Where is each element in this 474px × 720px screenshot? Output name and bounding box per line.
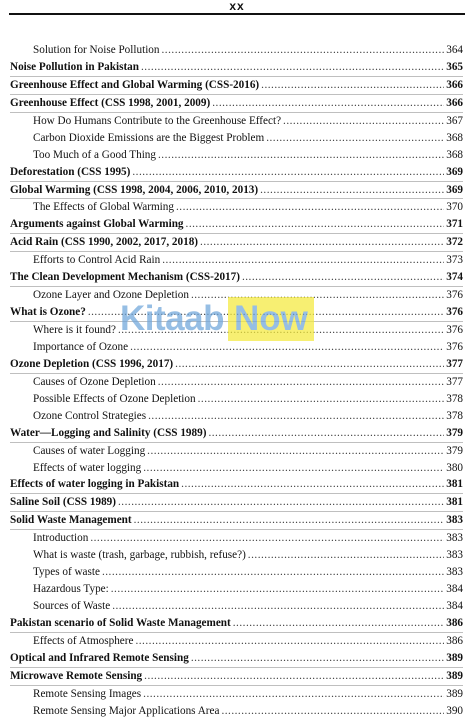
- toc-entry-title: Noise Pollution in Pakistan: [10, 60, 139, 73]
- toc-entry-page-number: 371: [446, 218, 463, 231]
- dot-leader: [181, 476, 444, 493]
- toc-subentry[interactable]: [10, 686, 463, 703]
- toc-heading-entry[interactable]: [10, 476, 463, 494]
- toc-entry-title: Where is it found?: [33, 324, 116, 336]
- toc-entry-title: Effects of water logging in Pakistan: [10, 478, 180, 491]
- table-of-contents: [10, 42, 463, 720]
- toc-subentry[interactable]: [10, 633, 463, 650]
- toc-subentry[interactable]: [10, 322, 463, 339]
- dot-leader: [200, 234, 444, 251]
- toc-entry-title: Hazardous Type:: [33, 583, 109, 596]
- toc-entry-page-number: 384: [446, 583, 463, 596]
- toc-entry-page-number: 383: [446, 566, 463, 579]
- dot-leader: [90, 530, 444, 547]
- toc-heading-entry[interactable]: [10, 512, 463, 530]
- toc-subentry[interactable]: [10, 460, 463, 477]
- dot-leader: [283, 113, 444, 130]
- toc-entry-page-number: 376: [446, 289, 463, 302]
- toc-entry-title: Possible Effects of Ozone Depletion: [33, 392, 196, 405]
- toc-entry-title: What is waste (trash, garbage, rubbish, refuse?): [33, 549, 246, 562]
- dot-leader: [233, 615, 444, 632]
- toc-heading-entry[interactable]: [10, 182, 463, 200]
- dot-leader: [134, 512, 445, 529]
- toc-heading-entry[interactable]: [10, 615, 463, 633]
- toc-heading-entry[interactable]: [10, 234, 463, 252]
- dot-leader: [158, 374, 445, 391]
- toc-subentry[interactable]: [10, 530, 463, 547]
- toc-heading-entry[interactable]: [10, 95, 463, 113]
- toc-entry-page-number: 378: [446, 392, 463, 405]
- dot-leader: [198, 391, 445, 408]
- watermark-left-text: Kitaab: [120, 299, 224, 338]
- toc-subentry[interactable]: [10, 598, 463, 615]
- toc-entry-page-number: 369: [446, 183, 463, 196]
- dot-leader: [118, 494, 444, 511]
- toc-heading-entry[interactable]: [10, 216, 463, 234]
- toc-entry-title: Causes of Ozone Depletion: [33, 375, 156, 388]
- toc-entry-title: Ozone Depletion (CSS 1996, 2017): [10, 357, 174, 370]
- dot-leader: [186, 216, 445, 233]
- toc-entry-page-number: 374: [446, 271, 463, 284]
- toc-entry-title: Efforts to Control Acid Rain: [33, 254, 161, 267]
- dot-leader: [266, 130, 444, 147]
- toc-heading-entry[interactable]: [10, 668, 463, 686]
- dot-leader: [143, 460, 444, 477]
- toc-heading-entry[interactable]: [10, 425, 463, 443]
- toc-entry-title: Introduction: [33, 532, 89, 545]
- toc-subentry[interactable]: [10, 287, 463, 304]
- toc-subentry[interactable]: [10, 443, 463, 460]
- toc-entry-page-number: 381: [446, 496, 463, 509]
- toc-entry-page-number: 368: [446, 131, 463, 144]
- dot-leader: [135, 633, 444, 650]
- toc-entry-page-number: 383: [446, 514, 463, 527]
- toc-entry-page-number: 372: [446, 236, 463, 249]
- toc-entry-page-number: 377: [446, 375, 463, 388]
- toc-entry-title: Remote Sensing Images: [33, 687, 142, 700]
- toc-entry-page-number: 376: [446, 324, 463, 336]
- toc-entry-page-number: 378: [446, 409, 463, 422]
- toc-entry-title: Global Warming (CSS 1998, 2004, 2006, 2010, 2013): [10, 183, 259, 196]
- toc-entry-page-number: 370: [446, 201, 463, 214]
- dot-leader: [176, 199, 444, 216]
- dot-leader: [248, 547, 444, 564]
- dot-leader: [191, 287, 444, 304]
- toc-entry-title: Remote Sensing Major Applications Area: [33, 704, 220, 717]
- dot-leader: [144, 668, 444, 685]
- toc-subentry[interactable]: [10, 113, 463, 130]
- toc-entry-title: Greenhouse Effect and Global Warming (CSS-2016): [10, 78, 260, 91]
- toc-entry-page-number: 365: [446, 60, 463, 73]
- toc-entry-title: Ozone Control Strategies: [33, 409, 147, 422]
- toc-entry-title: Types of waste: [33, 566, 100, 579]
- toc-entry-page-number: 364: [446, 44, 463, 56]
- toc-entry-title: Ozone Layer and Ozone Depletion: [33, 289, 189, 302]
- toc-heading-entry[interactable]: [10, 59, 463, 77]
- dot-leader: [191, 650, 444, 667]
- toc-heading-entry[interactable]: [10, 494, 463, 512]
- toc-heading-entry[interactable]: [10, 356, 463, 374]
- toc-entry-title: Arguments against Global Warming: [10, 218, 184, 231]
- toc-entry-page-number: 383: [446, 532, 463, 545]
- toc-heading-entry[interactable]: [10, 304, 463, 322]
- toc-entry-title: The Clean Development Mechanism (CSS-2017): [10, 271, 240, 284]
- toc-heading-entry[interactable]: [10, 650, 463, 668]
- toc-entry-page-number: 380: [446, 461, 463, 474]
- toc-entry-page-number: 381: [446, 478, 463, 491]
- header-rule: [9, 13, 465, 15]
- toc-entry-page-number: 376: [446, 340, 463, 353]
- toc-subentry[interactable]: [10, 564, 463, 581]
- toc-entry-title: Importance of Ozone: [33, 340, 129, 353]
- toc-subentry[interactable]: [10, 703, 463, 720]
- dot-leader: [208, 425, 444, 442]
- toc-subentry[interactable]: [10, 547, 463, 564]
- toc-entry-page-number: 376: [446, 306, 463, 319]
- toc-subentry[interactable]: [10, 199, 463, 216]
- dot-leader: [112, 598, 444, 615]
- toc-entry-title: Sources of Waste: [33, 600, 111, 612]
- dot-leader: [141, 59, 444, 76]
- toc-entry-page-number: 390: [446, 704, 463, 717]
- toc-entry-page-number: 367: [446, 114, 463, 127]
- dot-leader: [175, 356, 444, 373]
- toc-entry-title: Deforestation (CSS 1995): [10, 165, 131, 178]
- toc-heading-entry[interactable]: [10, 164, 463, 182]
- toc-heading-entry[interactable]: [10, 269, 463, 287]
- toc-entry-page-number: 377: [446, 357, 463, 370]
- dot-leader: [242, 269, 444, 286]
- toc-entry-title: Microwave Remote Sensing: [10, 669, 143, 682]
- dot-leader: [88, 304, 444, 321]
- toc-entry-title: Carbon Dioxide Emissions are the Biggest Problem: [33, 131, 265, 144]
- toc-entry-title: Solid Waste Management: [10, 514, 132, 527]
- toc-entry-page-number: 379: [446, 444, 463, 457]
- toc-entry-page-number: 389: [446, 651, 463, 664]
- dot-leader: [158, 147, 444, 164]
- dot-leader: [148, 408, 444, 425]
- dot-leader: [147, 443, 444, 460]
- dot-leader: [143, 686, 444, 703]
- toc-entry-page-number: 366: [446, 96, 463, 109]
- dot-leader: [212, 95, 444, 112]
- toc-entry-title: Effects of Atmosphere: [33, 634, 134, 647]
- toc-subentry[interactable]: [10, 130, 463, 147]
- toc-subentry[interactable]: [10, 147, 463, 164]
- toc-entry-page-number: 386: [446, 634, 463, 647]
- dot-leader: [130, 339, 444, 356]
- toc-subentry[interactable]: [10, 252, 463, 269]
- toc-subentry[interactable]: [10, 391, 463, 408]
- toc-subentry[interactable]: [10, 339, 463, 356]
- toc-heading-entry[interactable]: [10, 77, 463, 95]
- toc-entry-page-number: 389: [446, 669, 463, 682]
- toc-entry-page-number: 386: [446, 616, 463, 629]
- toc-subentry[interactable]: [10, 374, 463, 391]
- toc-subentry[interactable]: [10, 42, 463, 59]
- toc-entry-title: What is Ozone?: [10, 306, 86, 319]
- toc-entry-title: The Effects of Global Warming: [33, 201, 174, 214]
- dot-leader: [111, 581, 444, 598]
- toc-entry-title: Causes of water Logging: [33, 444, 146, 457]
- toc-subentry[interactable]: [10, 581, 463, 598]
- toc-entry-title: Acid Rain (CSS 1990, 2002, 2017, 2018): [10, 236, 199, 249]
- dot-leader: [118, 322, 444, 339]
- toc-subentry[interactable]: [10, 408, 463, 425]
- toc-entry-page-number: 383: [446, 549, 463, 562]
- toc-entry-page-number: 369: [446, 165, 463, 178]
- toc-entry-page-number: 384: [446, 600, 463, 612]
- toc-entry-title: How Do Humans Contribute to the Greenhouse Effect?: [33, 114, 282, 127]
- dot-leader: [102, 564, 444, 581]
- toc-entry-title: Water—Logging and Salinity (CSS 1989): [10, 426, 207, 439]
- dot-leader: [261, 77, 444, 94]
- dot-leader: [260, 182, 444, 199]
- dot-leader: [221, 703, 444, 720]
- toc-entry-title: Optical and Infrared Remote Sensing: [10, 651, 189, 664]
- toc-entry-title: Saline Soil (CSS 1989): [10, 496, 116, 509]
- toc-entry-page-number: 366: [446, 78, 463, 91]
- page-number-header: xx: [229, 0, 245, 13]
- toc-entry-page-number: 379: [446, 426, 463, 439]
- toc-entry-page-number: 368: [446, 148, 463, 161]
- toc-entry-title: Greenhouse Effect (CSS 1998, 2001, 2009): [10, 96, 211, 109]
- toc-entry-title: Solution for Noise Pollution: [33, 44, 160, 56]
- dot-leader: [132, 164, 444, 181]
- toc-entry-title: Effects of water logging: [33, 461, 142, 474]
- watermark-right-text: Now: [228, 297, 314, 341]
- dot-leader: [162, 252, 444, 269]
- toc-entry-page-number: 389: [446, 687, 463, 700]
- dot-leader: [162, 42, 445, 59]
- toc-entry-title: Pakistan scenario of Solid Waste Management: [10, 616, 231, 629]
- toc-entry-title: Too Much of a Good Thing: [33, 148, 156, 161]
- toc-entry-page-number: 373: [446, 254, 463, 267]
